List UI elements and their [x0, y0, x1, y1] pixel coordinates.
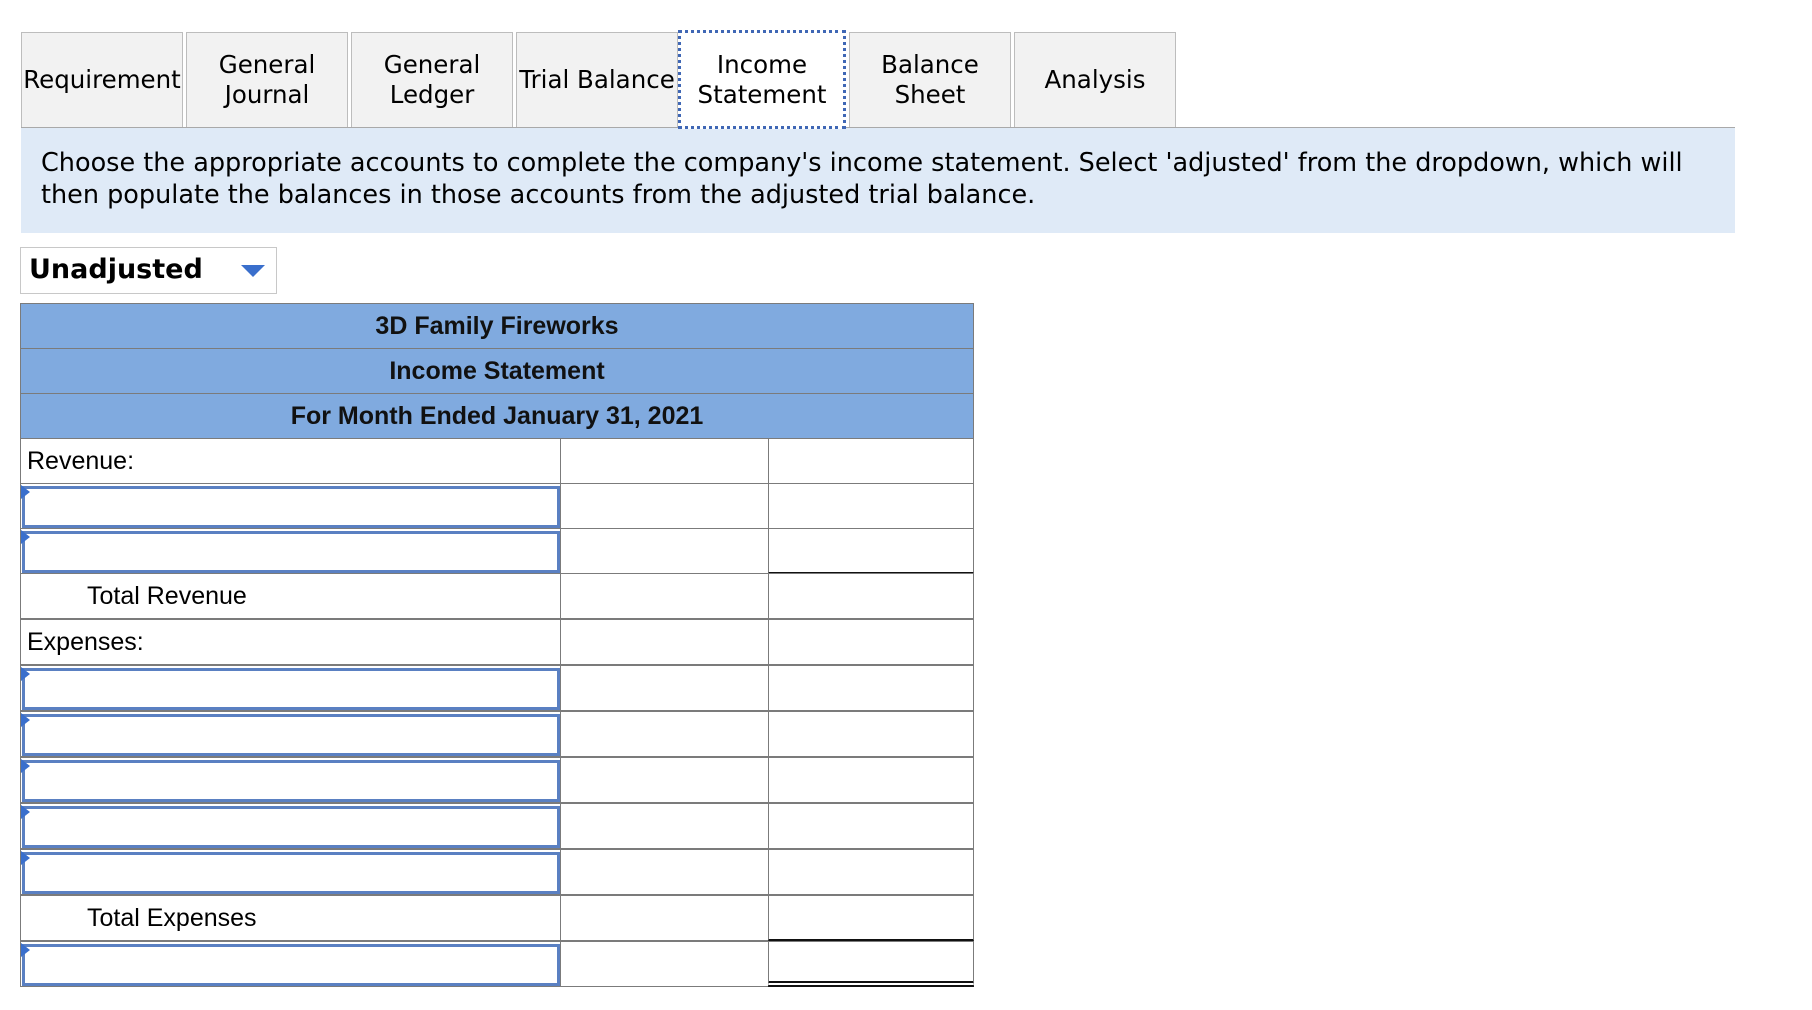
expense-amount-input[interactable]	[562, 713, 767, 755]
statement-title: Income Statement	[20, 348, 974, 394]
amount-cell	[560, 941, 769, 987]
total-revenue-label: Total Revenue	[87, 582, 247, 610]
amount-cell	[768, 803, 974, 849]
amount-cell	[560, 483, 769, 529]
expense-total-input[interactable]	[770, 759, 972, 801]
amount-cell	[560, 711, 769, 757]
expense-account-row	[20, 665, 974, 711]
expense-amount-input[interactable]	[562, 667, 767, 709]
expense-amount-input[interactable]	[562, 759, 767, 801]
expense-account-row	[20, 803, 974, 849]
label-cell	[20, 573, 561, 619]
expense-total-input[interactable]	[770, 667, 972, 709]
tab-label: Requirement	[23, 65, 181, 94]
total-revenue-total-input[interactable]	[770, 575, 972, 617]
tab-label: General Journal	[218, 50, 316, 109]
tab-general-ledger[interactable]	[351, 32, 513, 127]
revenue-account-row	[20, 528, 974, 574]
label-cell	[20, 803, 561, 849]
income-statement-table	[20, 303, 974, 1003]
label-cell	[20, 665, 561, 711]
label-cell	[20, 849, 561, 895]
tab-label: Analysis	[1044, 65, 1146, 94]
expense-account-select[interactable]	[22, 760, 560, 802]
revenue-total-input[interactable]	[770, 530, 972, 571]
amount-cell	[768, 573, 974, 619]
amount-cell	[560, 849, 769, 895]
amount-cell	[560, 438, 769, 484]
label-cell	[20, 757, 561, 803]
dropdown-flag-icon	[21, 759, 30, 773]
amount-cell	[768, 483, 974, 529]
label-cell	[20, 438, 561, 484]
label-cell	[20, 711, 561, 757]
dropdown-flag-icon	[21, 805, 30, 819]
tab-label: Trial Balance	[519, 65, 675, 94]
dropdown-flag-icon	[21, 851, 30, 865]
revenue-account-row	[20, 483, 974, 529]
expense-account-select[interactable]	[22, 668, 560, 710]
expense-account-row	[20, 757, 974, 803]
caret-down-icon	[241, 265, 265, 277]
amount-cell	[768, 849, 974, 895]
amount-cell	[560, 665, 769, 711]
amount-cell	[560, 803, 769, 849]
revenue-account-select[interactable]	[22, 486, 560, 528]
tab-income-statement[interactable]	[678, 30, 846, 129]
amount-cell	[768, 528, 974, 574]
dropdown-flag-icon	[21, 943, 30, 957]
net-income-amount-input[interactable]	[562, 943, 767, 985]
total-expenses-label: Total Expenses	[87, 904, 257, 932]
expense-total-input[interactable]	[770, 805, 972, 847]
instruction-banner	[21, 128, 1735, 233]
expense-account-select[interactable]	[22, 852, 560, 894]
company-name: 3D Family Fireworks	[20, 303, 974, 349]
revenue-account-select[interactable]	[22, 531, 560, 573]
expense-account-select[interactable]	[22, 714, 560, 756]
amount-cell	[768, 757, 974, 803]
total-expenses-amount-input[interactable]	[562, 897, 767, 939]
statement-period: For Month Ended January 31, 2021	[20, 393, 974, 439]
expense-account-row	[20, 849, 974, 895]
tab-analysis[interactable]	[1014, 32, 1176, 127]
amount-cell	[768, 438, 974, 484]
net-income-total-input[interactable]	[770, 943, 972, 980]
expense-amount-input[interactable]	[562, 805, 767, 847]
label-cell	[20, 483, 561, 529]
expenses-label: Expenses:	[27, 628, 144, 656]
tab-bar	[21, 32, 1735, 128]
expense-total-input[interactable]	[770, 851, 972, 893]
expenses-heading-row	[20, 619, 974, 665]
revenue-total-input[interactable]	[770, 485, 972, 527]
expense-account-row	[20, 711, 974, 757]
tab-balance-sheet[interactable]	[849, 32, 1011, 127]
expense-account-select[interactable]	[22, 806, 560, 848]
dropdown-selected-value: Unadjusted	[29, 254, 203, 285]
label-cell	[20, 895, 561, 941]
net-income-row	[20, 941, 974, 987]
dropdown-flag-icon	[21, 667, 30, 681]
amount-cell	[560, 895, 769, 941]
balance-type-dropdown[interactable]	[20, 247, 277, 294]
tab-label: Balance Sheet	[881, 50, 979, 109]
revenue-label: Revenue:	[27, 447, 135, 475]
dropdown-flag-icon	[21, 485, 30, 499]
net-income-label-select[interactable]	[22, 944, 560, 986]
amount-cell	[560, 757, 769, 803]
expense-amount-input[interactable]	[562, 851, 767, 893]
revenue-amount-input[interactable]	[562, 485, 767, 527]
total-expenses-row	[20, 895, 974, 941]
amount-cell	[768, 711, 974, 757]
amount-cell	[560, 573, 769, 619]
revenue-amount-input[interactable]	[562, 530, 767, 572]
tab-general-journal[interactable]	[186, 32, 348, 127]
amount-cell	[768, 941, 974, 987]
expense-total-input[interactable]	[770, 713, 972, 755]
label-cell	[20, 941, 561, 987]
amount-cell	[768, 665, 974, 711]
total-revenue-amount-input[interactable]	[562, 575, 767, 617]
tab-label: General Ledger	[383, 50, 481, 109]
tab-label: Income Statement	[697, 49, 827, 109]
total-expenses-total-input[interactable]	[770, 897, 972, 938]
amount-cell	[560, 619, 769, 665]
label-cell	[20, 528, 561, 574]
amount-cell	[560, 528, 769, 574]
label-cell	[20, 619, 561, 665]
dropdown-flag-icon	[21, 713, 30, 727]
total-revenue-row	[20, 573, 974, 619]
tab-trial-balance[interactable]	[516, 32, 678, 127]
dropdown-flag-icon	[21, 530, 30, 544]
amount-cell	[768, 895, 974, 941]
instruction-text: Choose the appropriate accounts to complete the company's income statement. Select 'adjusted' from the dropdown, which will then populate the balances in those accounts from the adjusted trial balance.	[41, 148, 1683, 210]
revenue-heading-row	[20, 438, 974, 484]
tab-requirement[interactable]	[21, 32, 183, 127]
amount-cell	[768, 619, 974, 665]
